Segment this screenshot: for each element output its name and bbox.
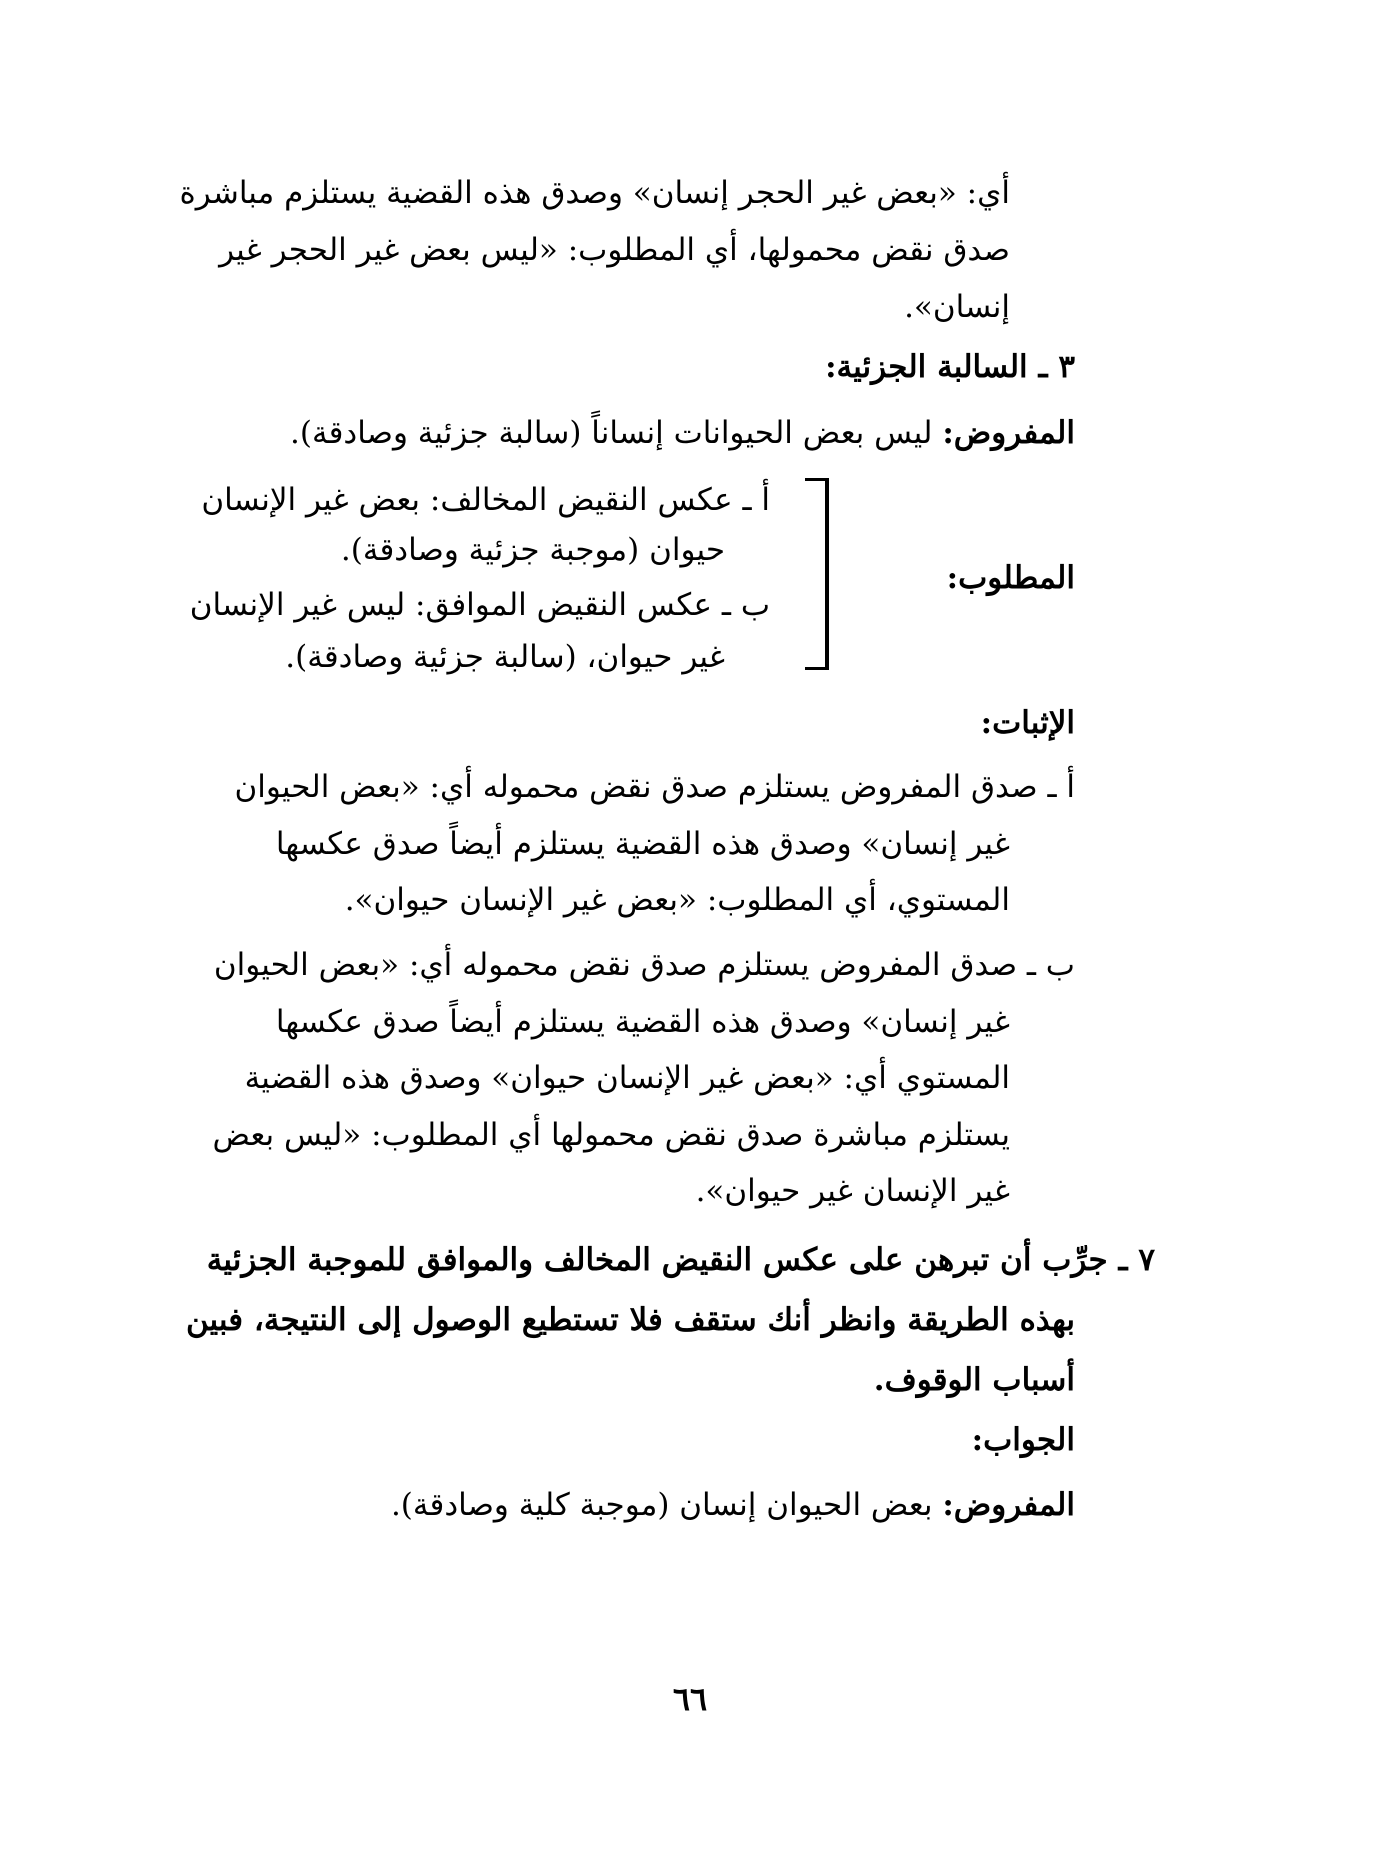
proof-b-line-3: المستوي أي: «بعض غير الإنسان حيوان» وصدق هذه القضية	[244, 1060, 1010, 1096]
question-7-line-1: ٧ ـ جرِّب أن تبرهن على عكس النقيض المخالف والموافق للموجبة الجزئية	[206, 1242, 1155, 1278]
proof-b-line-1: ب ـ صدق المفروض يستلزم صدق نقض محموله أي: «بعض الحيوان	[213, 947, 1075, 983]
answer-label: الجواب:	[971, 1422, 1075, 1458]
answer-premise-line	[390, 1487, 1075, 1523]
question-7-line-3: أسباب الوقوف.	[873, 1362, 1075, 1398]
proof-b-line-2: غير إنسان» وصدق هذه القضية يستلزم أيضاً صدق عكسها	[275, 1004, 1010, 1040]
proof-b-line-4: يستلزم مباشرة صدق نقض محمولها أي المطلوب: «ليس بعض	[212, 1117, 1010, 1153]
continuation-line-3: إنسان».	[904, 289, 1010, 325]
proof-a-line-2: غير إنسان» وصدق هذه القضية يستلزم أيضاً صدق عكسها	[275, 826, 1010, 862]
required-bracket	[805, 478, 829, 670]
required-a-line-1: أ ـ عكس النقيض المخالف: بعض غير الإنسان	[201, 482, 770, 518]
section-3-heading: ٣ ـ السالبة الجزئية:	[825, 349, 1075, 385]
question-7-line-2: بهذه الطريقة وانظر أنك ستقف فلا تستطيع الوصول إلى النتيجة، فبين	[185, 1302, 1075, 1338]
proof-b-line-5: غير الإنسان غير حيوان».	[695, 1173, 1010, 1209]
required-b-line-2: غير حيوان، (سالبة جزئية وصادقة).	[285, 639, 725, 675]
proof-a-line-3: المستوي، أي المطلوب: «بعض غير الإنسان حيوان».	[344, 882, 1010, 918]
premise-text: ليس بعض الحيوانات إنساناً (سالبة جزئية وصادقة).	[290, 415, 933, 451]
required-label: المطلوب:	[946, 560, 1075, 596]
premise-label: المفروض:	[942, 415, 1075, 451]
premise-line	[290, 415, 1075, 451]
required-a-line-2: حيوان (موجبة جزئية وصادقة).	[340, 532, 725, 568]
proof-heading: الإثبات:	[980, 705, 1075, 741]
answer-premise-label: المفروض:	[942, 1487, 1075, 1523]
required-b-line-1: ب ـ عكس النقيض الموافق: ليس غير الإنسان	[189, 587, 770, 623]
continuation-line-2: صدق نقض محمولها، أي المطلوب: «ليس بعض غير الحجر غير	[219, 232, 1010, 268]
continuation-line-1: أي: «بعض غير الحجر إنسان» وصدق هذه القضية يستلزم مباشرة	[179, 175, 1010, 211]
page-number: ٦٦	[672, 1680, 708, 1718]
proof-a-line-1: أ ـ صدق المفروض يستلزم صدق نقض محموله أي: «بعض الحيوان	[234, 769, 1075, 805]
answer-premise-text: بعض الحيوان إنسان (موجبة كلية وصادقة).	[390, 1487, 933, 1523]
